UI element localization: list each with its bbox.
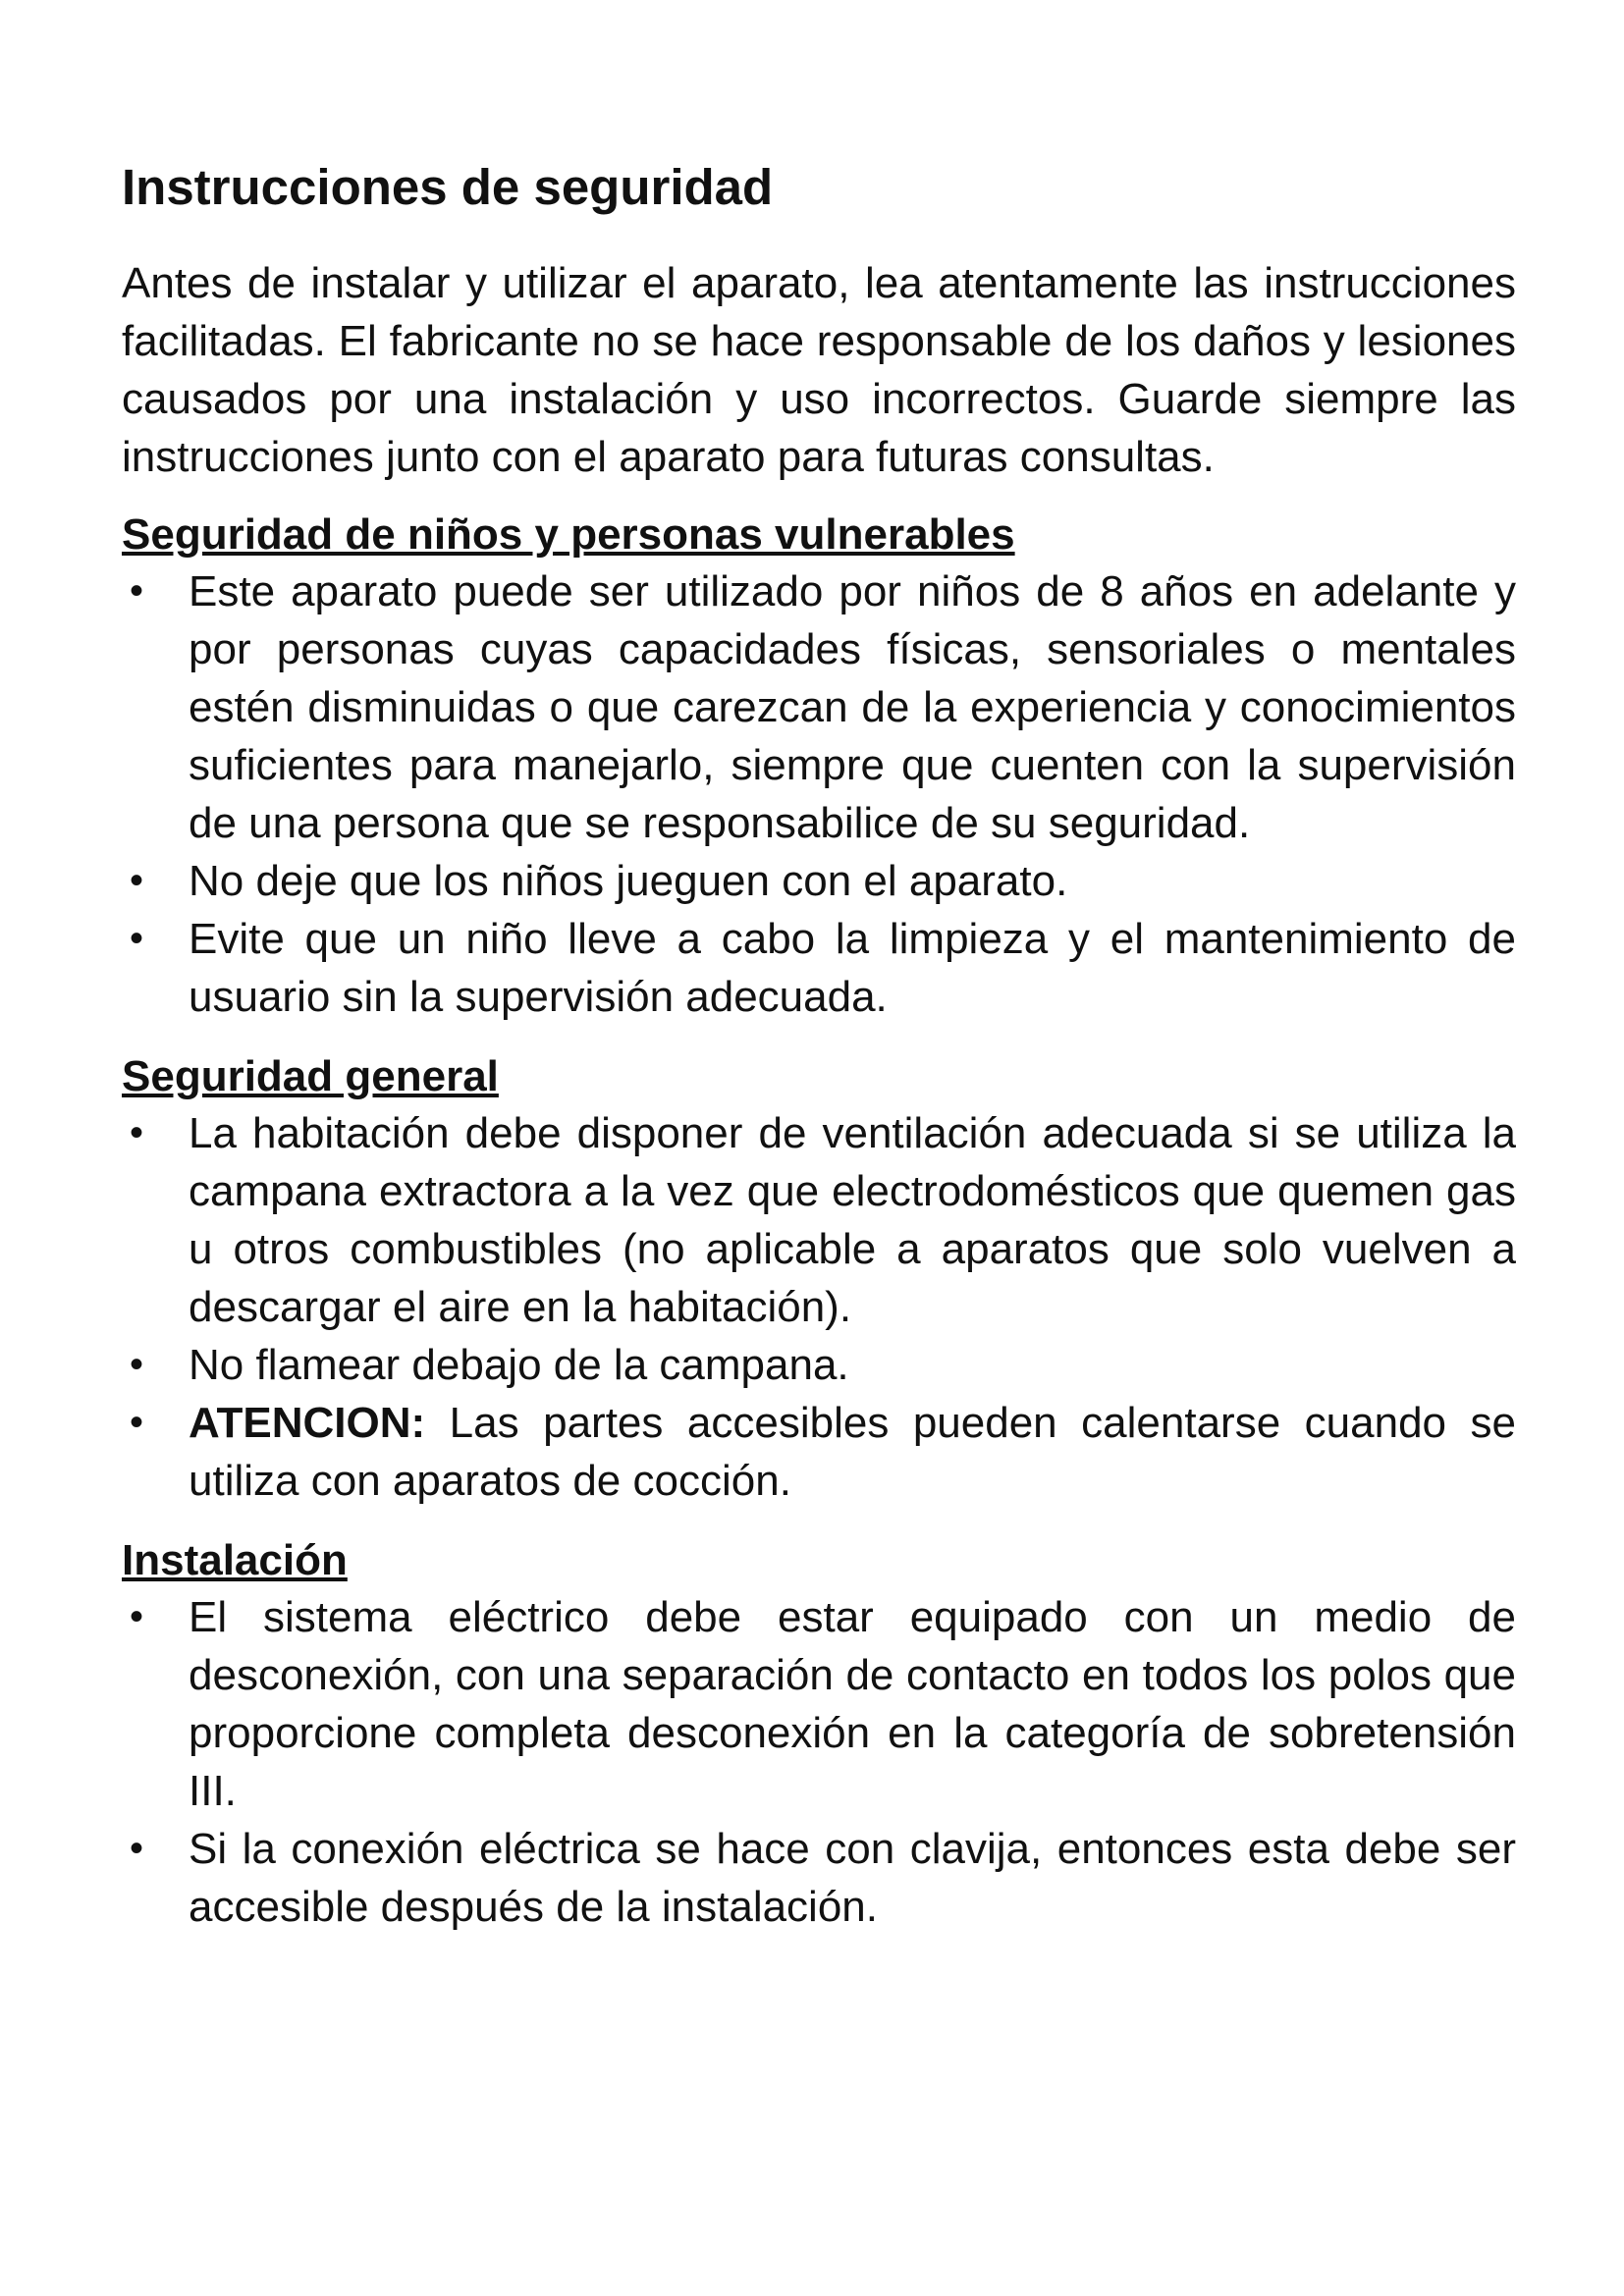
bullet-icon: • [130, 1827, 144, 1871]
warning-label: ATENCION: [189, 1399, 426, 1448]
list-item [122, 1104, 1516, 1336]
page-title: Instrucciones de seguridad [122, 159, 774, 215]
list-item-text: El sistema eléctrico debe estar equipado con un medio de desconexión, con una separación de contacto en todos los polos que proporcione completa desconexión en la categoría de sobretensión III. [189, 1593, 1516, 1816]
list-item-text: La habitación debe disponer de ventilación adecuada si se utiliza la campana extractora a la vez que electrodomésticos que quemen gas u otros combustibles (no aplicable a aparatos que solo vuelven a descargar el aire en la habitación). [189, 1109, 1516, 1332]
warning-item [122, 1394, 1516, 1510]
list-item-text: Este aparato puede ser utilizado por niños de 8 años en adelante y por personas cuyas capacidades físicas, sensoriales o mentales estén disminuidas o que carezcan de la experiencia y conocimientos suficientes para manejarlo, siempre que cuenten con la supervisión de una persona que se responsabilice de su seguridad. [189, 567, 1516, 848]
section-heading: Seguridad general [122, 1052, 499, 1101]
list-item [122, 910, 1516, 1026]
bullet-icon: • [130, 917, 144, 961]
intro-paragraph: Antes de instalar y utilizar el aparato, lea atentamente las instrucciones facilitadas. El fabricante no se hace responsable de los daños y lesiones causados por una instalación y uso incorrectos. Guarde siempre las instrucciones junto con el aparato para futuras consultas. [122, 259, 1516, 482]
section-general-safety [122, 1049, 1516, 1510]
section-heading: Instalación [122, 1536, 348, 1585]
bullet-list [122, 1104, 1516, 1510]
document-page [122, 157, 1516, 1959]
list-item-text: No flamear debajo de la campana. [189, 1341, 849, 1390]
bullet-list [122, 562, 1516, 1026]
list-item-text: Evite que un niño lleve a cabo la limpieza y el mantenimiento de usuario sin la supervisión adecuada. [189, 915, 1516, 1022]
list-item [122, 1820, 1516, 1936]
bullet-icon: • [130, 1595, 144, 1639]
list-item [122, 562, 1516, 852]
bullet-list [122, 1588, 1516, 1936]
bullet-icon: • [130, 1343, 144, 1387]
list-item-text: Si la conexión eléctrica se hace con clavija, entonces esta debe ser accesible después de la instalación. [189, 1825, 1516, 1932]
bullet-icon: • [130, 569, 144, 614]
list-item [122, 852, 1516, 910]
list-item [122, 1336, 1516, 1394]
section-installation [122, 1533, 1516, 1936]
bullet-icon: • [130, 1111, 144, 1155]
list-item [122, 1588, 1516, 1820]
section-heading: Seguridad de niños y personas vulnerables [122, 510, 1015, 560]
list-item-text: No deje que los niños jueguen con el aparato. [189, 857, 1068, 906]
bullet-icon: • [130, 859, 144, 903]
section-children-safety [122, 507, 1516, 1026]
warning-text: Las partes accesibles pueden calentarse cuando se utiliza con aparatos de cocción. [189, 1399, 1516, 1506]
bullet-icon: • [130, 1401, 144, 1445]
